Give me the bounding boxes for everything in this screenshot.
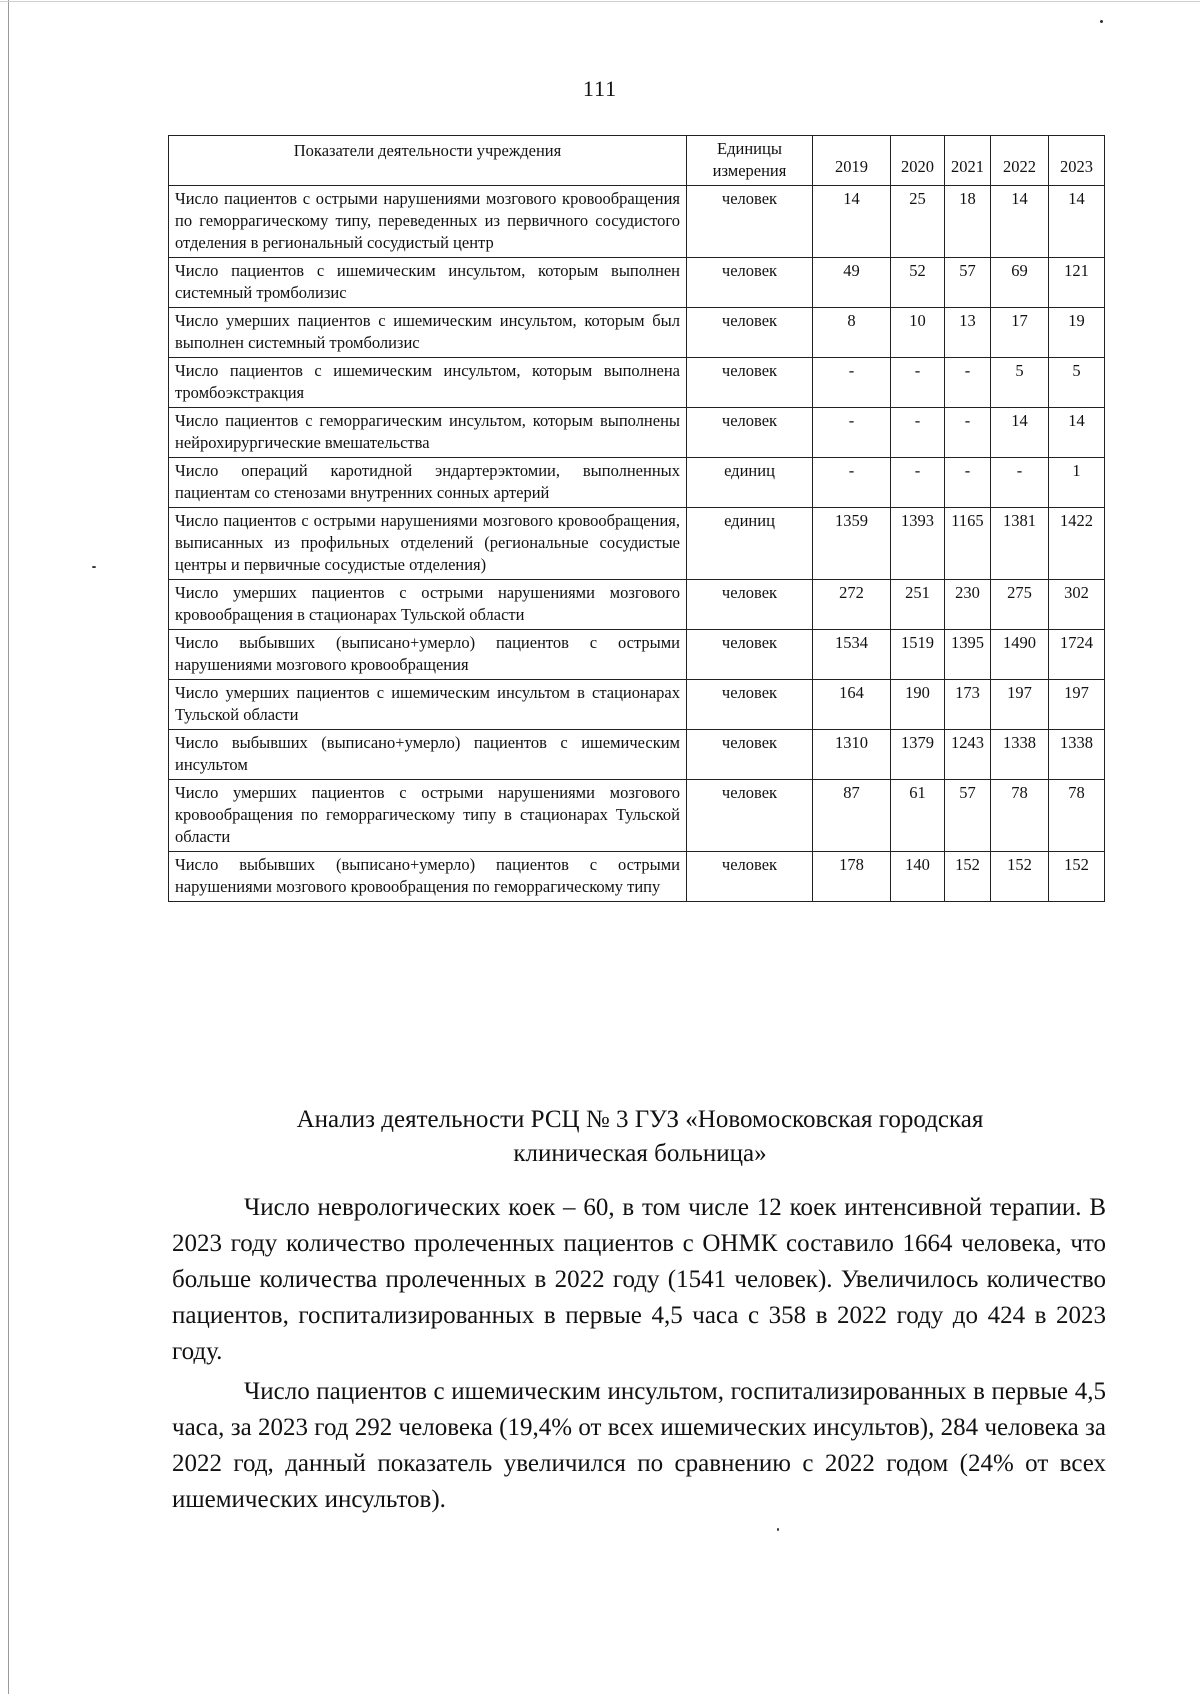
table-body xyxy=(169,186,1105,902)
section-title xyxy=(160,1103,1120,1171)
value-cell: 1395 xyxy=(945,630,991,680)
value-cell: 1381 xyxy=(991,508,1049,580)
value-cell: 197 xyxy=(1049,680,1105,730)
table-row xyxy=(169,508,1105,580)
value-cell: 1338 xyxy=(1049,730,1105,780)
section-title-line: Анализ деятельности РСЦ № 3 ГУЗ «Новомосковская городская xyxy=(296,1106,984,1133)
table-row xyxy=(169,186,1105,258)
header-year: 2021 xyxy=(945,136,991,186)
value-cell: - xyxy=(891,358,945,408)
table-row xyxy=(169,308,1105,358)
body-paragraph: Число пациентов с ишемическим инсультом, госпитализированных в первые 4,5 часа, за 2023 год 292 человека (19,4% от всех ишемических инсультов), 284 человека за 2022 год, данный показатель увеличился по сравнению с 2022 годом (24% от всех ишемических инсультов). xyxy=(172,1378,1106,1513)
indicator-cell: Число умерших пациентов с ишемическим инсультом, которым был выполнен системный тромболизис xyxy=(169,308,687,358)
value-cell: 251 xyxy=(891,580,945,630)
unit-cell: человек xyxy=(687,680,813,730)
header-year: 2023 xyxy=(1049,136,1105,186)
value-cell: 140 xyxy=(891,852,945,902)
value-cell: 78 xyxy=(1049,780,1105,852)
table-header-row xyxy=(169,136,1105,186)
value-cell: 78 xyxy=(991,780,1049,852)
unit-cell: единиц xyxy=(687,458,813,508)
value-cell: 302 xyxy=(1049,580,1105,630)
value-cell: 14 xyxy=(1049,186,1105,258)
value-cell: - xyxy=(945,408,991,458)
value-cell: - xyxy=(891,408,945,458)
header-year: 2019 xyxy=(813,136,891,186)
table-row xyxy=(169,580,1105,630)
indicator-cell: Число пациентов с геморрагическим инсультом, которым выполнены нейрохирургические вмешательства xyxy=(169,408,687,458)
scan-speck xyxy=(777,1528,779,1531)
value-cell: - xyxy=(813,358,891,408)
unit-cell: человек xyxy=(687,580,813,630)
unit-cell: человек xyxy=(687,358,813,408)
value-cell: - xyxy=(991,458,1049,508)
unit-cell: человек xyxy=(687,730,813,780)
value-cell: 152 xyxy=(945,852,991,902)
indicator-cell: Число пациентов с острыми нарушениями мозгового кровообращения по геморрагическому типу, переведенных из первичного сосудистого отделения в региональный сосудистый центр xyxy=(169,186,687,258)
value-cell: 57 xyxy=(945,258,991,308)
indicator-cell: Число выбывших (выписано+умерло) пациентов с острыми нарушениями мозгового кровообращения xyxy=(169,630,687,680)
value-cell: 1 xyxy=(1049,458,1105,508)
indicator-cell: Число умерших пациентов с ишемическим инсультом в стационарах Тульской области xyxy=(169,680,687,730)
unit-cell: человек xyxy=(687,630,813,680)
unit-cell: человек xyxy=(687,258,813,308)
table-row xyxy=(169,358,1105,408)
table-row xyxy=(169,458,1105,508)
value-cell: 152 xyxy=(1049,852,1105,902)
indicator-cell: Число выбывших (выписано+умерло) пациентов с ишемическим инсультом xyxy=(169,730,687,780)
value-cell: 18 xyxy=(945,186,991,258)
value-cell: 10 xyxy=(891,308,945,358)
value-cell: - xyxy=(945,458,991,508)
value-cell: 1490 xyxy=(991,630,1049,680)
value-cell: 190 xyxy=(891,680,945,730)
value-cell: 19 xyxy=(1049,308,1105,358)
value-cell: - xyxy=(891,458,945,508)
value-cell: 272 xyxy=(813,580,891,630)
section-title-line: клиническая больница» xyxy=(513,1140,767,1167)
value-cell: 57 xyxy=(945,780,991,852)
table-row xyxy=(169,408,1105,458)
value-cell: 178 xyxy=(813,852,891,902)
table-row xyxy=(169,730,1105,780)
value-cell: - xyxy=(945,358,991,408)
indicator-cell: Число умерших пациентов с острыми нарушениями мозгового кровообращения в стационарах Тульской области xyxy=(169,580,687,630)
unit-cell: человек xyxy=(687,186,813,258)
value-cell: 25 xyxy=(891,186,945,258)
value-cell: 197 xyxy=(991,680,1049,730)
header-year: 2020 xyxy=(891,136,945,186)
indicator-cell: Число пациентов с ишемическим инсультом, которым выполнен системный тромболизис xyxy=(169,258,687,308)
scan-edge xyxy=(8,0,9,1694)
value-cell: 1393 xyxy=(891,508,945,580)
value-cell: 14 xyxy=(1049,408,1105,458)
value-cell: 8 xyxy=(813,308,891,358)
value-cell: 87 xyxy=(813,780,891,852)
value-cell: 1422 xyxy=(1049,508,1105,580)
value-cell: 14 xyxy=(813,186,891,258)
value-cell: 230 xyxy=(945,580,991,630)
table-row xyxy=(169,630,1105,680)
header-year: 2022 xyxy=(991,136,1049,186)
value-cell: 152 xyxy=(991,852,1049,902)
value-cell: 1310 xyxy=(813,730,891,780)
table-row xyxy=(169,258,1105,308)
value-cell: 13 xyxy=(945,308,991,358)
value-cell: 69 xyxy=(991,258,1049,308)
value-cell: - xyxy=(813,458,891,508)
value-cell: 173 xyxy=(945,680,991,730)
header-indicator: Показатели деятельности учреждения xyxy=(169,136,687,186)
value-cell: 61 xyxy=(891,780,945,852)
value-cell: 1165 xyxy=(945,508,991,580)
unit-cell: единиц xyxy=(687,508,813,580)
indicator-cell: Число пациентов с острыми нарушениями мозгового кровообращения, выписанных из профильных отделений (региональные сосудистые центры и первичные сосудистые отделения) xyxy=(169,508,687,580)
value-cell: 17 xyxy=(991,308,1049,358)
table-row xyxy=(169,852,1105,902)
value-cell: 1338 xyxy=(991,730,1049,780)
indicator-cell: Число умерших пациентов с острыми нарушениями мозгового кровообращения по геморрагическому типу в стационарах Тульской области xyxy=(169,780,687,852)
value-cell: - xyxy=(813,408,891,458)
scan-edge xyxy=(0,1,1200,2)
value-cell: 164 xyxy=(813,680,891,730)
value-cell: 1519 xyxy=(891,630,945,680)
unit-cell: человек xyxy=(687,852,813,902)
body-paragraph: Число неврологических коек – 60, в том числе 12 коек интенсивной терапии. В 2023 году количество пролеченных пациентов с ОНМК составило 1664 человека, что больше количества пролеченных в 2022 году (1541 человек). Увеличилось количество пациентов, госпитализированных в первые 4,5 часа с 358 в 2022 году до 424 в 2023 году. xyxy=(172,1194,1106,1365)
table-row xyxy=(169,780,1105,852)
value-cell: 1243 xyxy=(945,730,991,780)
unit-cell: человек xyxy=(687,780,813,852)
value-cell: 5 xyxy=(991,358,1049,408)
page-number: 111 xyxy=(582,76,618,101)
unit-cell: человек xyxy=(687,308,813,358)
scan-speck xyxy=(1100,20,1103,23)
table-row xyxy=(169,680,1105,730)
value-cell: 14 xyxy=(991,408,1049,458)
value-cell: 14 xyxy=(991,186,1049,258)
value-cell: 275 xyxy=(991,580,1049,630)
value-cell: 1379 xyxy=(891,730,945,780)
scan-speck xyxy=(92,566,96,568)
indicators-table xyxy=(168,135,1105,902)
value-cell: 52 xyxy=(891,258,945,308)
unit-cell: человек xyxy=(687,408,813,458)
value-cell: 1724 xyxy=(1049,630,1105,680)
indicator-cell: Число пациентов с ишемическим инсультом, которым выполнена тромбоэкстракция xyxy=(169,358,687,408)
value-cell: 1359 xyxy=(813,508,891,580)
value-cell: 1534 xyxy=(813,630,891,680)
indicator-cell: Число операций каротидной эндартерэктомии, выполненных пациентам со стенозами внутренних сонных артерий xyxy=(169,458,687,508)
value-cell: 5 xyxy=(1049,358,1105,408)
value-cell: 49 xyxy=(813,258,891,308)
value-cell: 121 xyxy=(1049,258,1105,308)
indicator-cell: Число выбывших (выписано+умерло) пациентов с острыми нарушениями мозгового кровообращения по геморрагическому типу xyxy=(169,852,687,902)
header-unit: Единицы измерения xyxy=(687,136,813,186)
